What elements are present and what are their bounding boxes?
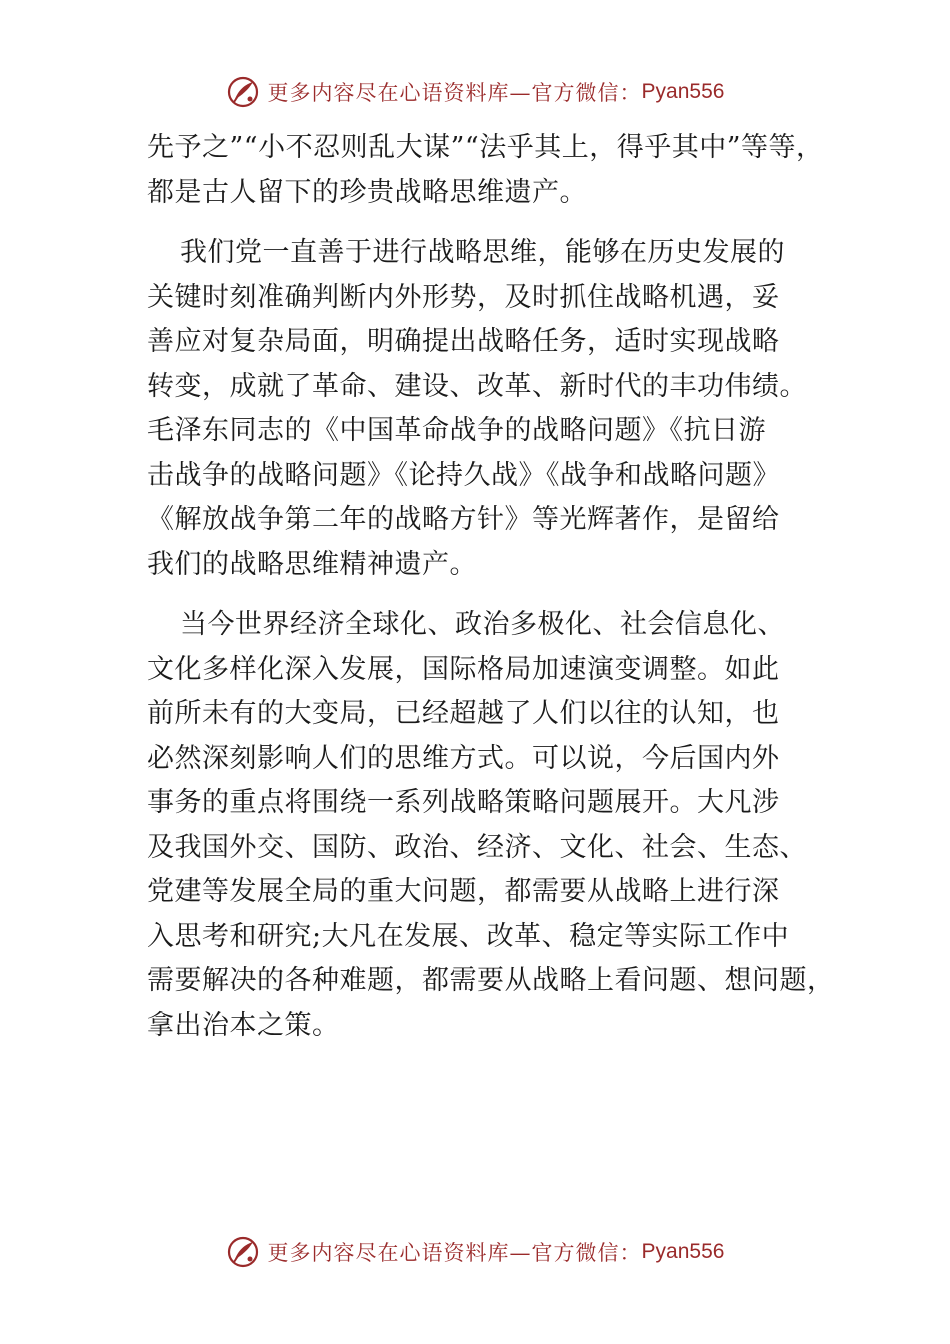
text-line: 入思考和研究;大凡在发展、改革、稳定等实际工作中	[147, 920, 790, 952]
text-line: 都是古人留下的珍贵战略思维遗产。	[147, 176, 587, 208]
text-line: 毛泽东同志的《中国革命战争的战略问题》《抗日游	[147, 415, 766, 446]
header-banner	[0, 70, 950, 114]
text-line: 《解放战争第二年的战略方针》等光辉著作，是留给	[147, 504, 780, 535]
text-line: 我们的战略思维精神遗产。	[147, 548, 477, 580]
text-line: 必然深刻影响人们的思维方式。可以说，今后国内外	[147, 742, 780, 774]
paragraph-1	[147, 126, 837, 215]
text-line: 文化多样化深入发展，国际格局加速演变调整。如此	[147, 653, 780, 685]
text-line: 当今世界经济全球化、政治多极化、社会信息化、	[180, 609, 785, 640]
paragraph-2	[147, 231, 837, 587]
wechat-id: Pyan556	[641, 1240, 725, 1263]
quill-logo-icon	[226, 75, 260, 109]
paragraph-3	[147, 603, 837, 1048]
wechat-id: Pyan556	[641, 80, 725, 103]
text-line: 及我国外交、国防、政治、经济、文化、社会、生态、	[147, 831, 807, 863]
text-line: 关键时刻准确判断内外形势，及时抓住战略机遇，妥	[147, 281, 780, 313]
text-line: 前所未有的大变局，已经超越了人们以往的认知，也	[147, 698, 780, 729]
text-line: 我们党一直善于进行战略思维，能够在历史发展的	[180, 237, 785, 268]
banner-text: 更多内容尽在心语资料库—官方微信：	[267, 1241, 642, 1265]
text-line: 党建等发展全局的重大问题，都需要从战略上进行深	[147, 876, 780, 907]
text-line: 拿出治本之策。	[147, 1009, 340, 1041]
quill-logo-icon	[226, 1235, 260, 1269]
document-body	[147, 126, 837, 1064]
text-line: 击战争的战略问题》《论持久战》《战争和战略问题》	[147, 459, 780, 491]
banner-text: 更多内容尽在心语资料库—官方微信：	[267, 81, 642, 105]
text-line: 善应对复杂局面，明确提出战略任务，适时实现战略	[147, 326, 780, 357]
text-line: 需要解决的各种难题，都需要从战略上看问题、想问题，	[147, 965, 835, 996]
footer-banner	[0, 1230, 950, 1274]
text-line: 转变，成就了革命、建设、改革、新时代的丰功伟绩。	[147, 370, 807, 402]
text-line: 事务的重点将围绕一系列战略策略问题展开。大凡涉	[147, 787, 780, 818]
text-line: 先予之”“小不忍则乱大谋”“法乎其上，得乎其中”等等，	[147, 132, 824, 163]
